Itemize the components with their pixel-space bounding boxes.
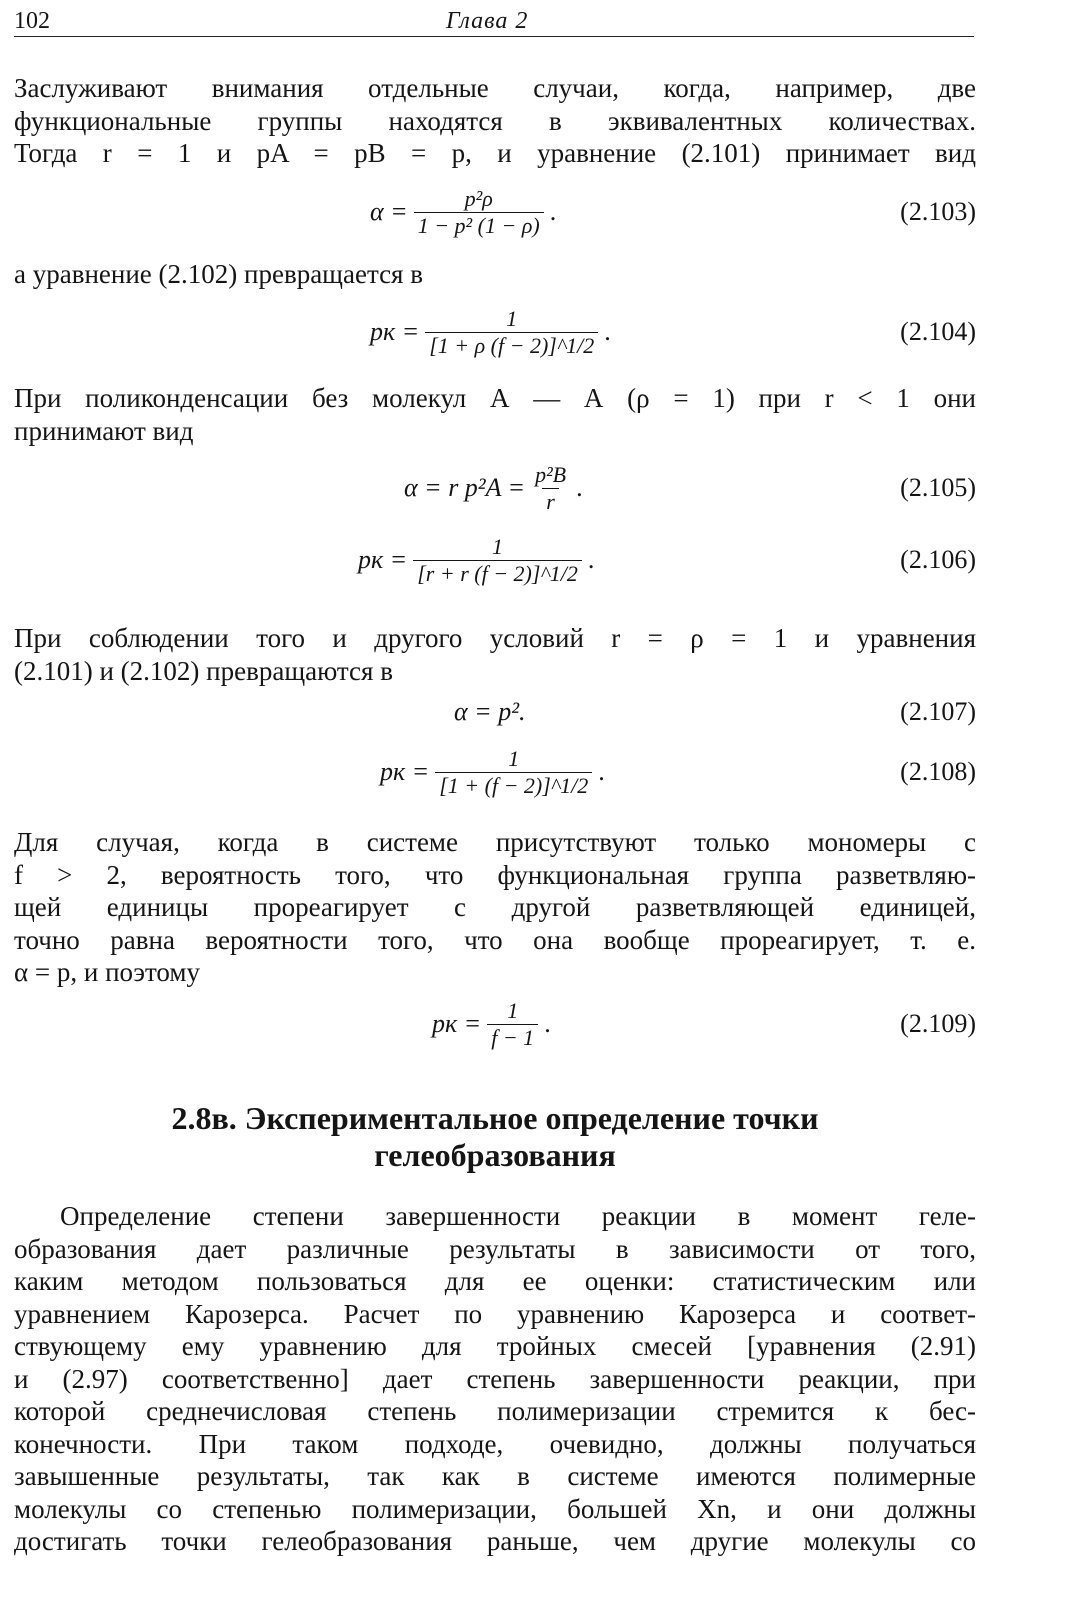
fraction bbox=[531, 462, 570, 515]
paragraph-3 bbox=[14, 382, 976, 447]
equation-lhs: α = r p²A = bbox=[404, 473, 526, 502]
denominator: [1 + ρ (f − 2)]^1/2 bbox=[425, 332, 598, 359]
equation-2-107 bbox=[14, 682, 976, 742]
equation-2-103: α = $\frac{\text{p²ρ}}{\text{1 − p² (1 − ρ)}}$ . (2.103) bbox=[14, 182, 976, 242]
text-line: f > 2, вероятность того, что функциональная группа разветвляю- bbox=[14, 859, 976, 890]
text-line: Тогда r = 1 и pA = pB = p, и уравнение (2.101) принимает вид bbox=[14, 138, 976, 168]
section-title-line-1: 2.8в. Экспериментальное определение точки bbox=[171, 1100, 819, 1136]
paragraph-2 bbox=[14, 258, 976, 291]
equation-2-106: pк = $\frac{1}{[r + r (f - 2)]\^{}1/2}$ . (2.106) bbox=[14, 530, 976, 590]
paragraph-4 bbox=[14, 622, 976, 687]
denominator: f − 1 bbox=[487, 1024, 538, 1051]
text-line: Заслуживают внимания отдельные случаи, когда, например, две bbox=[14, 73, 976, 103]
equation-text: α = p². bbox=[454, 697, 526, 726]
numerator: 1 bbox=[508, 745, 520, 771]
text-line: Определение степени завершенности реакции в момент геле- bbox=[60, 1201, 976, 1231]
text-line: щей единицы прореагирует с другой разветвляющей единицей, bbox=[14, 892, 976, 922]
text-line: уравнением Карозерса. Расчет по уравнению Карозерса и соответ- bbox=[14, 1298, 976, 1329]
text-line: ствующему ему уравнению для тройных смесей [уравнения (2.91) bbox=[14, 1331, 976, 1361]
denominator: [r + r (f − 2)]^1/2 bbox=[413, 560, 582, 587]
paragraph-5 bbox=[14, 826, 976, 989]
numerator: p²ρ bbox=[464, 185, 493, 211]
text-line: которой среднечисловая степень полимеризации стремится к бес- bbox=[14, 1396, 976, 1426]
equation-number: (2.108) bbox=[900, 757, 976, 786]
equation-2-108: pк = $\frac{1}{[1 + (f - 2)]\^{}1/2}$ . (2.108) bbox=[14, 742, 976, 802]
text-line: принимают вид bbox=[14, 415, 194, 446]
paragraph-1 bbox=[14, 72, 976, 170]
numerator: p²B bbox=[535, 461, 567, 487]
denominator: r bbox=[542, 488, 559, 515]
numerator: 1 bbox=[506, 305, 518, 331]
equation-lhs: pк = bbox=[358, 545, 408, 574]
equation-lhs: pк = bbox=[432, 1009, 482, 1038]
running-head: Глава 2 bbox=[446, 8, 529, 34]
text-line: конечности. При таком подходе, очевидно, должны получаться bbox=[14, 1428, 976, 1459]
equation-number: (2.104) bbox=[900, 317, 976, 346]
denominator: 1 − p² (1 − ρ) bbox=[414, 212, 544, 239]
equation-number: (2.107) bbox=[900, 697, 976, 726]
text-line: молекулы со степенью полимеризации, большей Xn, и они должны bbox=[14, 1493, 976, 1524]
page-number: 102 bbox=[14, 8, 50, 34]
equation-number: (2.109) bbox=[900, 1009, 976, 1038]
text-line: При соблюдении того и другого условий r = ρ = 1 и уравнения bbox=[14, 623, 976, 653]
page-header bbox=[14, 6, 974, 37]
text-line: функциональные группы находятся в эквивалентных количествах. bbox=[14, 105, 976, 136]
text-line: завышенные результаты, так как в системе имеются полимерные bbox=[14, 1461, 976, 1491]
equation-2-105: α = r p²A = $\frac{\text{p²B}}{r}$ . (2.105) bbox=[14, 458, 976, 518]
numerator: 1 bbox=[507, 997, 519, 1023]
numerator: 1 bbox=[492, 533, 504, 559]
equation-2-104: pк = $\frac{1}{[1 + \rho (f - 2)]\^{}1/2}$ . (2.104) bbox=[14, 302, 976, 362]
equation-number: (2.105) bbox=[900, 473, 976, 502]
text-line: достигать точки гелеобразования раньше, чем другие молекулы со bbox=[14, 1526, 976, 1556]
section-heading bbox=[14, 1100, 976, 1174]
equation-lhs: pк = bbox=[370, 317, 420, 346]
denominator: [1 + (f − 2)]^1/2 bbox=[435, 772, 592, 799]
fraction bbox=[487, 998, 538, 1051]
equation-number: (2.106) bbox=[900, 545, 976, 574]
text-line: При поликонденсации без молекул А — А (ρ = 1) при r < 1 они bbox=[14, 383, 976, 413]
fraction bbox=[413, 534, 582, 587]
equation-number: (2.103) bbox=[900, 197, 976, 226]
text-line: каким методом пользоваться для ее оценки: статистическим или bbox=[14, 1266, 976, 1296]
text-line: α = p, и поэтому bbox=[14, 957, 200, 987]
text-line: Для случая, когда в системе присутствуют только мономеры с bbox=[14, 827, 976, 857]
text-line: точно равна вероятности того, что она вообще прореагирует, т. е. bbox=[14, 924, 976, 955]
fraction bbox=[435, 746, 592, 799]
fraction bbox=[414, 186, 544, 239]
equation-2-109: pк = $\frac{1}{f - 1}$ . (2.109) bbox=[14, 994, 976, 1054]
section-title-line-2: гелеобразования bbox=[374, 1137, 616, 1173]
text-line: (2.101) и (2.102) превращаются в bbox=[14, 655, 393, 686]
fraction bbox=[425, 306, 598, 359]
equation-lhs: pк = bbox=[380, 757, 430, 786]
paragraph-6 bbox=[14, 1200, 976, 1558]
equation-lhs: α = bbox=[370, 197, 408, 226]
text-line: образования дает различные результаты в зависимости от того, bbox=[14, 1233, 976, 1264]
text-line: а уравнение (2.102) превращается в bbox=[14, 259, 423, 289]
text-line: и (2.97) соответственно] дает степень завершенности реакции, при bbox=[14, 1363, 976, 1394]
